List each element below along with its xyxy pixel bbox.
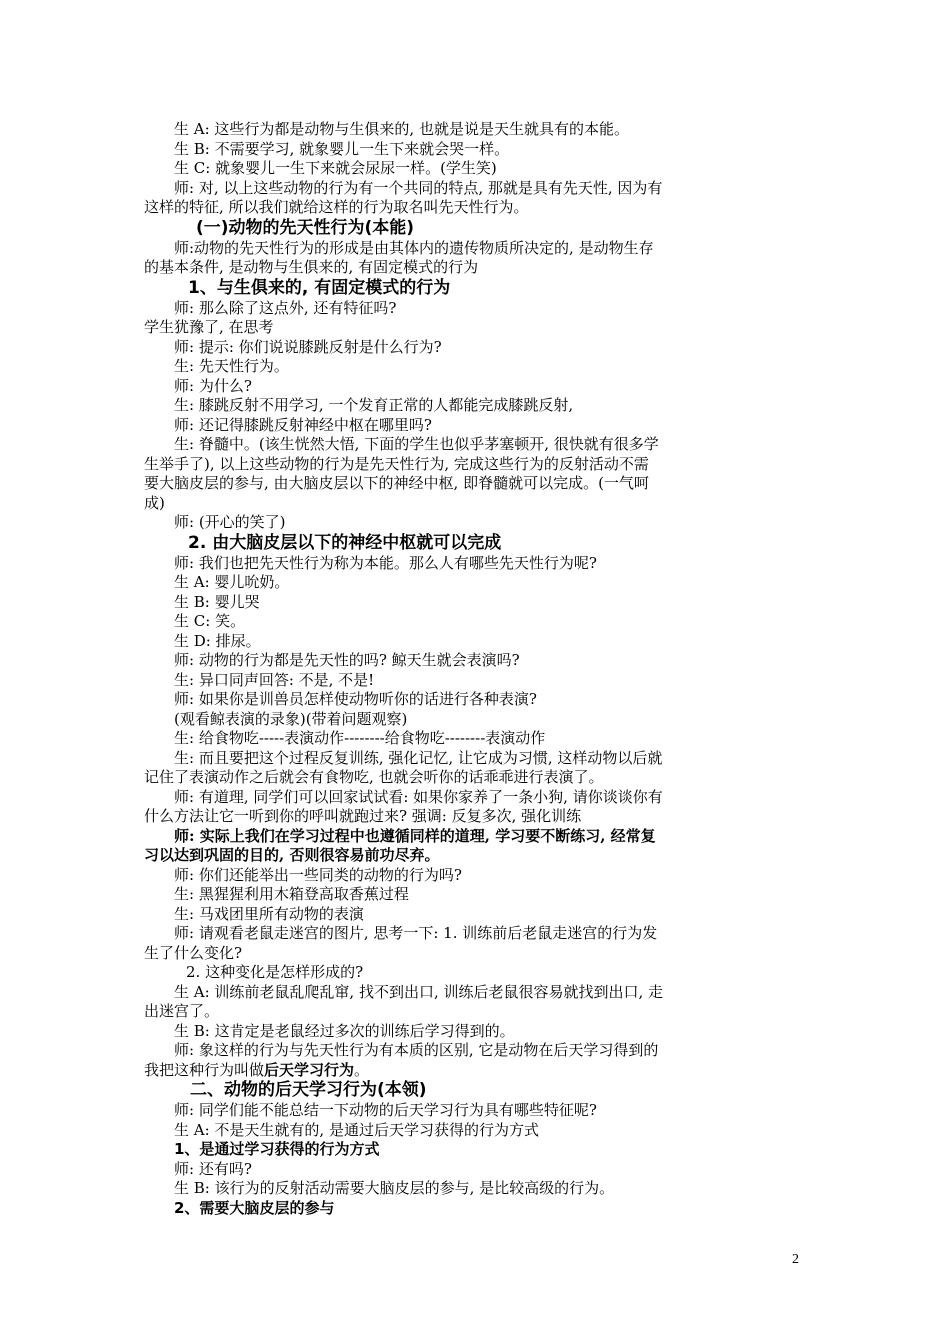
subsection-heading: 2、需要大脑皮层的参与 (174, 1198, 335, 1217)
text-line: 师: 对, 以上这些动物的行为有一个共同的特点, 那就是具有先天性, 因为有 (174, 178, 663, 197)
text-line: 生: 膝跳反射不用学习, 一个发育正常的人都能完成膝跳反射, (174, 396, 574, 414)
text-line: 师: 提示: 你们说说膝跳反射是什么行为? (174, 337, 442, 356)
text-line (144, 1061, 809, 1081)
text-line: 生 B: 不需要学习, 就象婴儿一生下来就会哭一样。 (174, 139, 510, 158)
text-line: 生: 先天性行为。 (174, 357, 289, 375)
text-line: 师:动物的先天性行为的形成是由其体内的遗传物质所决定的, 是动物生存 (174, 238, 654, 257)
text-line: 要大脑皮层的参与, 由大脑皮层以下的神经中枢, 即脊髓就可以完成。(一气呵 (144, 474, 649, 492)
text-line: 师: 动物的行为都是先天性的吗? 鲸天生就会表演吗? (174, 651, 520, 669)
text-line: 什么方法让它一听到你的呼叫就跑过来? 强调: 反复多次, 强化训练 (144, 807, 582, 825)
text-line: 生 A: 训练前老鼠乱爬乱窜, 找不到出口, 训练后老鼠很容易就找到出口, 走 (174, 982, 664, 1001)
text-line: 师: 我们也把先天性行为称为本能。那么人有哪些先天性行为呢? (174, 553, 597, 572)
text-line: 生: 异口同声回答: 不是, 不是! (174, 670, 375, 689)
text-line: 师: 为什么? (174, 376, 252, 395)
text-line: 师: 象这样的行为与先天性行为有本质的区别, 它是动物在后天学习得到的 (174, 1041, 659, 1059)
subsection-heading: 2. 由大脑皮层以下的神经中枢就可以完成 (188, 532, 502, 553)
text-line: 生了什么变化? (144, 943, 243, 962)
text-line: 师: (开心的笑了) (174, 513, 286, 531)
emphasis-term: 后天学习行为 (264, 1060, 355, 1079)
text-line: 出迷宫了。 (144, 1002, 220, 1020)
text-line: 师: 请观看老鼠走迷宫的图片, 思考一下: 1. 训练前后老鼠走迷宫的行为发 (174, 924, 658, 942)
text-line: 学生犹豫了, 在思考 (144, 318, 274, 336)
text-line: 生 B: 婴儿哭 (174, 592, 260, 611)
text-line: 生: 黑猩猩利用木箱登高取香蕉过程 (174, 885, 409, 903)
subsection-heading: 1、是通过学习获得的行为方式 (174, 1140, 380, 1158)
text-line: 师: 有道理, 同学们可以回家试试看: 如果你家养了一条小狗, 请你谈谈你有 (174, 787, 663, 806)
text-line: 师: 那么除了这点外, 还有特征吗? (174, 298, 397, 317)
subsection-heading: 1、与生俱来的, 有固定模式的行为 (188, 277, 451, 298)
text-line: 生 C: 就象婴儿一生下来就会尿尿一样。(学生笑) (174, 159, 497, 177)
text-line: 生: 马戏团里所有动物的表演 (174, 904, 364, 923)
text-line: 师: 还有吗? (174, 1159, 252, 1178)
text-line: 生 D: 排尿。 (174, 631, 261, 650)
text-line: 记住了表演动作之后就会有食物吃, 也就会听你的话乖乖进行表演了。 (144, 768, 604, 786)
text-line: 师: 你们还能举出一些同类的动物的行为吗? (174, 865, 462, 884)
text-line: 这样的特征, 所以我们就给这样的行为取名叫先天性行为。 (144, 198, 529, 216)
text-line: 生 A: 婴儿吮奶。 (174, 573, 290, 591)
text-line: 生举手了), 以上这些动物的行为是先天性行为, 完成这些行为的反射活动不需 (144, 454, 649, 473)
document-body (144, 120, 809, 1218)
text-line: 生 C: 笑。 (174, 612, 246, 630)
text-line: 生 A: 不是天生就有的, 是通过后天学习获得的行为方式 (174, 1120, 539, 1139)
text-line: 生: 而且要把这个过程反复训练, 强化记忆, 让它成为习惯, 这样动物以后就 (174, 748, 663, 767)
section-heading: (一)动物的先天性行为(本能) (196, 217, 415, 238)
text-line: 生 B: 该行为的反射活动需要大脑皮层的参与, 是比较高级的行为。 (174, 1179, 615, 1197)
text-line: 2. 这种变化是怎样形成的? (186, 963, 364, 981)
text-line: 生: 给食物吃-----表演动作--------给食物吃--------表演动作 (174, 729, 546, 747)
text-line: 师: 如果你是训兽员怎样使动物听你的话进行各种表演? (174, 690, 537, 708)
text-line: (观看鲸表演的录象)(带着问题观察) (174, 709, 408, 728)
text-line: 师: 同学们能不能总结一下动物的后天学习行为具有哪些特征呢? (174, 1101, 597, 1119)
text-line: 成) (144, 493, 165, 512)
page-number: 2 (792, 1252, 799, 1267)
emphasis-line: 师: 实际上我们在学习过程中也遵循同样的道理, 学习要不断练习, 经常复 (174, 826, 656, 845)
text-segment: 。 (354, 1060, 370, 1079)
text-line: 生 B: 这肯定是老鼠经过多次的训练后学习得到的。 (174, 1021, 515, 1040)
section-heading: 二、动物的后天学习行为(本领) (190, 1080, 427, 1100)
text-line: 生 A: 这些行为都是动物与生俱来的, 也就是说是天生就具有的本能。 (174, 120, 629, 138)
text-segment: 我把这种行为叫做 (144, 1060, 265, 1079)
emphasis-line: 习以达到巩固的目的, 否则很容易前功尽弃。 (144, 846, 440, 864)
text-line: 的基本条件, 是动物与生俱来的, 有固定模式的行为 (144, 258, 479, 276)
text-line: 生: 脊髓中。(该生恍然大悟, 下面的学生也似乎茅塞顿开, 很快就有很多学 (174, 435, 659, 453)
text-line: 师: 还记得膝跳反射神经中枢在哪里吗? (174, 415, 432, 434)
